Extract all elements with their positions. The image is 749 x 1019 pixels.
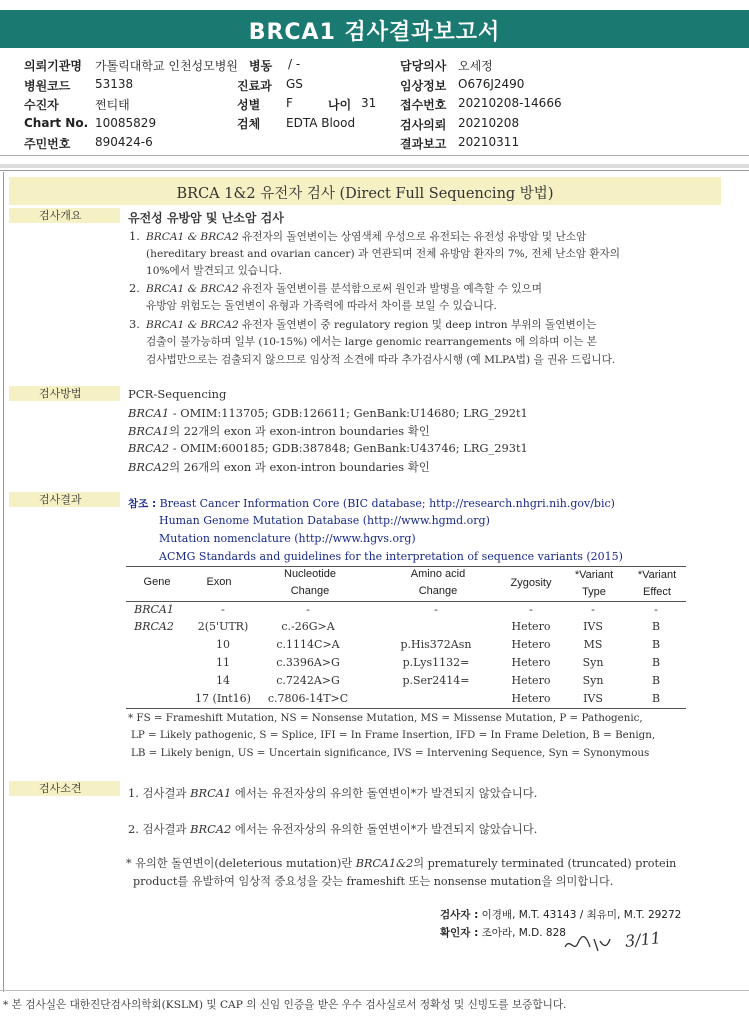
- dept-label: 진료과: [237, 79, 272, 93]
- gene-name: BRCA1 & BRCA2: [146, 283, 239, 295]
- verifier-value: 조아라, M.D. 828: [481, 927, 566, 939]
- divider: [0, 170, 749, 171]
- method-label: 검사방법: [9, 386, 120, 401]
- receipt-value: 20210208-14666: [458, 96, 562, 110]
- overview-text: 검사법만으로는 검출되지 않으므로 임상적 소견에 따라 추가검사시행 (예 MLPA법) 을 권유 드립니다.: [146, 354, 616, 366]
- cell-nt: c.3396A>G: [276, 656, 340, 669]
- cell-type: Syn: [582, 674, 604, 687]
- method-line: - OMIM:600185; GDB:387848; GenBank:U43746; LRG_293t1: [169, 441, 528, 455]
- overview-text: 검출이 불가능하며 일부 (10-15%) 에서는 large genomic rearrangements 에 의하며 이는 본: [146, 336, 597, 348]
- overview-text: 10%에서 발견되고 있습니다.: [146, 265, 282, 277]
- overview-text: 유전자의 돌연변이는 상염색체 우성으로 유전되는 유전성 유방암 및 난소암: [238, 231, 587, 243]
- divider: [0, 990, 749, 991]
- cell-type: Syn: [582, 656, 604, 669]
- cell-nt: c.7242A>G: [276, 674, 340, 687]
- footer-note: * 본 검사실은 대한진단검사의학회(KSLM) 및 CAP 의 신임 인증을 받은 우수 검사실로서 정확성 및 신빙도를 보증합니다.: [3, 999, 567, 1011]
- cell-gene: BRCA2: [134, 620, 174, 633]
- col-variant-type: Type: [582, 586, 606, 598]
- overview-text: 유전자 돌연변이를 분석함으로써 원인과 발병을 예측할 수 있으며: [238, 283, 542, 295]
- table-border: [126, 601, 686, 602]
- gene-name: BRCA1: [190, 786, 232, 800]
- table-border: [126, 566, 686, 567]
- gene-name: BRCA2: [190, 822, 232, 836]
- method-line: - OMIM:113705; GDB:126611; GenBank:U14680; LRG_292t1: [169, 406, 528, 420]
- cell-effect: B: [651, 692, 661, 705]
- age-label: 나이: [328, 98, 352, 112]
- footnote: * FS = Frameshift Mutation, NS = Nonsense Mutation, MS = Missense Mutation, P = Pathogenic,: [128, 712, 643, 724]
- ref-item: Mutation nomenclature (http://www.hgvs.org): [159, 532, 416, 545]
- cell-type: -: [591, 603, 595, 616]
- patient-label: 수진자: [24, 98, 59, 112]
- col-variant-effect: *Variant: [637, 569, 677, 581]
- table-border: [126, 708, 686, 709]
- cell-exon: 10: [216, 638, 230, 651]
- hospital-code-value: 53138: [95, 77, 134, 91]
- cell-exon: 11: [216, 656, 230, 669]
- cell-type: MS: [583, 638, 603, 651]
- sex-label: 성별: [237, 98, 261, 112]
- hospital-code-label: 병원코드: [24, 79, 71, 93]
- receipt-label: 접수번호: [400, 98, 447, 112]
- frame-left: [3, 172, 4, 992]
- chart-label: Chart No.: [24, 116, 89, 130]
- institution-value: 가톨릭대학교 인천성모병원: [95, 59, 238, 73]
- signature-date: 3/11: [624, 928, 662, 951]
- cell-aa: -: [434, 603, 438, 616]
- col-variant-type: *Variant: [574, 569, 614, 581]
- cell-exon: -: [221, 603, 225, 616]
- col-gene: Gene: [143, 576, 171, 588]
- col-aa: Amino acid: [410, 568, 466, 580]
- overview-text: (hereditary breast and ovarian cancer) 과 연관되며 전체 유방암 환자의 7%, 전체 난소암 환자의: [146, 248, 620, 260]
- cell-zyg: Hetero: [511, 656, 551, 669]
- rrn-label: 주민번호: [24, 137, 71, 151]
- opinion-text: 에서는 유전자상의 유의한 돌연변이*가 발견되지 않았습니다.: [231, 786, 538, 800]
- doctor-label: 담당의사: [400, 59, 447, 73]
- gene-name: BRCA1: [128, 406, 170, 420]
- report-value: 20210311: [458, 135, 520, 149]
- overview-num-3: 3.: [129, 317, 140, 331]
- cell-zyg: Hetero: [511, 692, 551, 705]
- overview-text: 유방암 위험도는 돌연변이 유형과 가족력에 따라서 차이를 보일 수 있습니다.: [146, 300, 497, 312]
- divider: [0, 164, 749, 168]
- specimen-label: 검체: [237, 117, 261, 131]
- opinion-text: 1. 검사결과: [128, 786, 191, 800]
- cell-nt: -: [306, 603, 310, 616]
- gene-name: BRCA1&2: [355, 857, 414, 870]
- dept-value: GS: [286, 77, 303, 91]
- gene-name: BRCA2: [128, 441, 170, 455]
- cell-aa: p.His372Asn: [400, 638, 472, 651]
- overview-label: 검사개요: [9, 208, 120, 223]
- result-label: 검사결과: [9, 492, 120, 507]
- request-value: 20210208: [458, 116, 520, 130]
- clinical-label: 임상정보: [400, 79, 447, 93]
- overview-num-1: 1.: [129, 229, 140, 243]
- ward-value: / -: [288, 57, 301, 71]
- verifier-label: 확인자 :: [440, 927, 479, 939]
- age-value: 31: [361, 96, 377, 110]
- cell-zyg: Hetero: [511, 620, 551, 633]
- gene-name: BRCA1: [128, 424, 170, 438]
- institution-label: 의뢰기관명: [24, 59, 82, 73]
- cell-zyg: Hetero: [511, 674, 551, 687]
- footnote: LB = Likely benign, US = Uncertain significance, IVS = Intervening Sequence, Syn = Synonymous: [131, 747, 650, 759]
- report-title: BRCA 1&2 유전자 검사 (Direct Full Sequencing 방법): [176, 186, 554, 202]
- chart-value: 10085829: [95, 116, 157, 130]
- opinion-label: 검사소견: [9, 781, 120, 796]
- sex-value: F: [286, 96, 293, 110]
- doctor-value: 오세정: [458, 59, 493, 73]
- gene-name: BRCA1 & BRCA2: [146, 231, 239, 243]
- method-line: PCR-Sequencing: [128, 387, 227, 401]
- opinion-text: 2. 검사결과: [128, 822, 191, 836]
- examiner-label: 검사자 :: [440, 909, 479, 921]
- ref-item: ACMG Standards and guidelines for the interpretation of sequence variants (2015): [159, 550, 623, 563]
- cell-exon: 17 (Int16): [195, 692, 251, 705]
- ref-prefix: 참조 :: [128, 498, 157, 510]
- divider: [0, 155, 749, 156]
- col-aa: Change: [418, 585, 458, 597]
- cell-zyg: -: [529, 603, 533, 616]
- opinion-note: product를 유발하여 임상적 중요성을 갖는 frameshift 또는 nonsense mutation을 의미합니다.: [133, 875, 614, 888]
- examiner-value: 이경배, M.T. 43143 / 최유미, M.T. 29272: [481, 909, 682, 921]
- cell-nt: c.-26G>A: [281, 620, 335, 633]
- cell-effect: B: [651, 656, 661, 669]
- ref-item: Human Genome Mutation Database (http://www.hgmd.org): [159, 514, 490, 527]
- col-exon: Exon: [206, 576, 232, 588]
- opinion-text: 에서는 유전자상의 유의한 돌연변이*가 발견되지 않았습니다.: [231, 822, 538, 836]
- patient-value: 쩐티태: [95, 98, 130, 112]
- opinion-note: * 유의한 돌연변이(deleterious mutation)란: [126, 857, 356, 870]
- cell-gene: BRCA1: [134, 603, 174, 616]
- cell-nt: c.1114C>A: [276, 638, 340, 651]
- signature-mark: [560, 925, 680, 957]
- request-label: 검사의뢰: [400, 118, 447, 132]
- overview-num-2: 2.: [129, 281, 140, 295]
- cell-effect: B: [651, 620, 661, 633]
- cell-aa: p.Lys1132=: [402, 656, 470, 669]
- opinion-note: 의 prematurely terminated (truncated) protein: [413, 857, 677, 870]
- cell-aa: p.Ser2414=: [402, 674, 470, 687]
- cell-effect: -: [654, 603, 658, 616]
- col-zygosity: Zygosity: [510, 577, 552, 589]
- cell-exon: 14: [216, 674, 230, 687]
- col-variant-effect: Effect: [643, 586, 671, 598]
- cell-effect: B: [651, 674, 661, 687]
- ward-label: 병동: [249, 59, 273, 73]
- page-title: BRCA1 검사결과보고서: [248, 20, 501, 45]
- footnote: LP = Likely pathogenic, S = Splice, IFI = In Frame Insertion, IFD = In Frame Deletion, B = Benign,: [131, 729, 656, 741]
- cell-type: IVS: [583, 620, 603, 633]
- overview-heading: 유전성 유방암 및 난소암 검사: [128, 211, 284, 225]
- specimen-value: EDTA Blood: [286, 116, 356, 130]
- cell-effect: B: [651, 638, 661, 651]
- method-line: 의 22개의 exon 과 exon-intron boundaries 확인: [169, 424, 430, 438]
- overview-text: 유전자 돌연변이 중 regulatory region 및 deep intron 부위의 돌연변이는: [238, 319, 597, 331]
- gene-name: BRCA2: [128, 460, 170, 474]
- report-label: 결과보고: [400, 137, 447, 151]
- ref-item: Breast Cancer Information Core (BIC database; http://research.nhgri.nih.gov/bic): [159, 497, 615, 510]
- gene-name: BRCA1 & BRCA2: [146, 319, 239, 331]
- cell-type: IVS: [583, 692, 603, 705]
- rrn-value: 890424-6: [95, 135, 153, 149]
- col-nt: Nucleotide: [284, 568, 336, 580]
- cell-nt: c.7806-14T>C: [267, 692, 349, 705]
- col-nt: Change: [290, 585, 330, 597]
- cell-exon: 2(5'UTR): [197, 620, 249, 633]
- cell-zyg: Hetero: [511, 638, 551, 651]
- method-line: 의 26개의 exon 과 exon-intron boundaries 확인: [169, 460, 430, 474]
- clinical-value: O676J2490: [458, 77, 525, 91]
